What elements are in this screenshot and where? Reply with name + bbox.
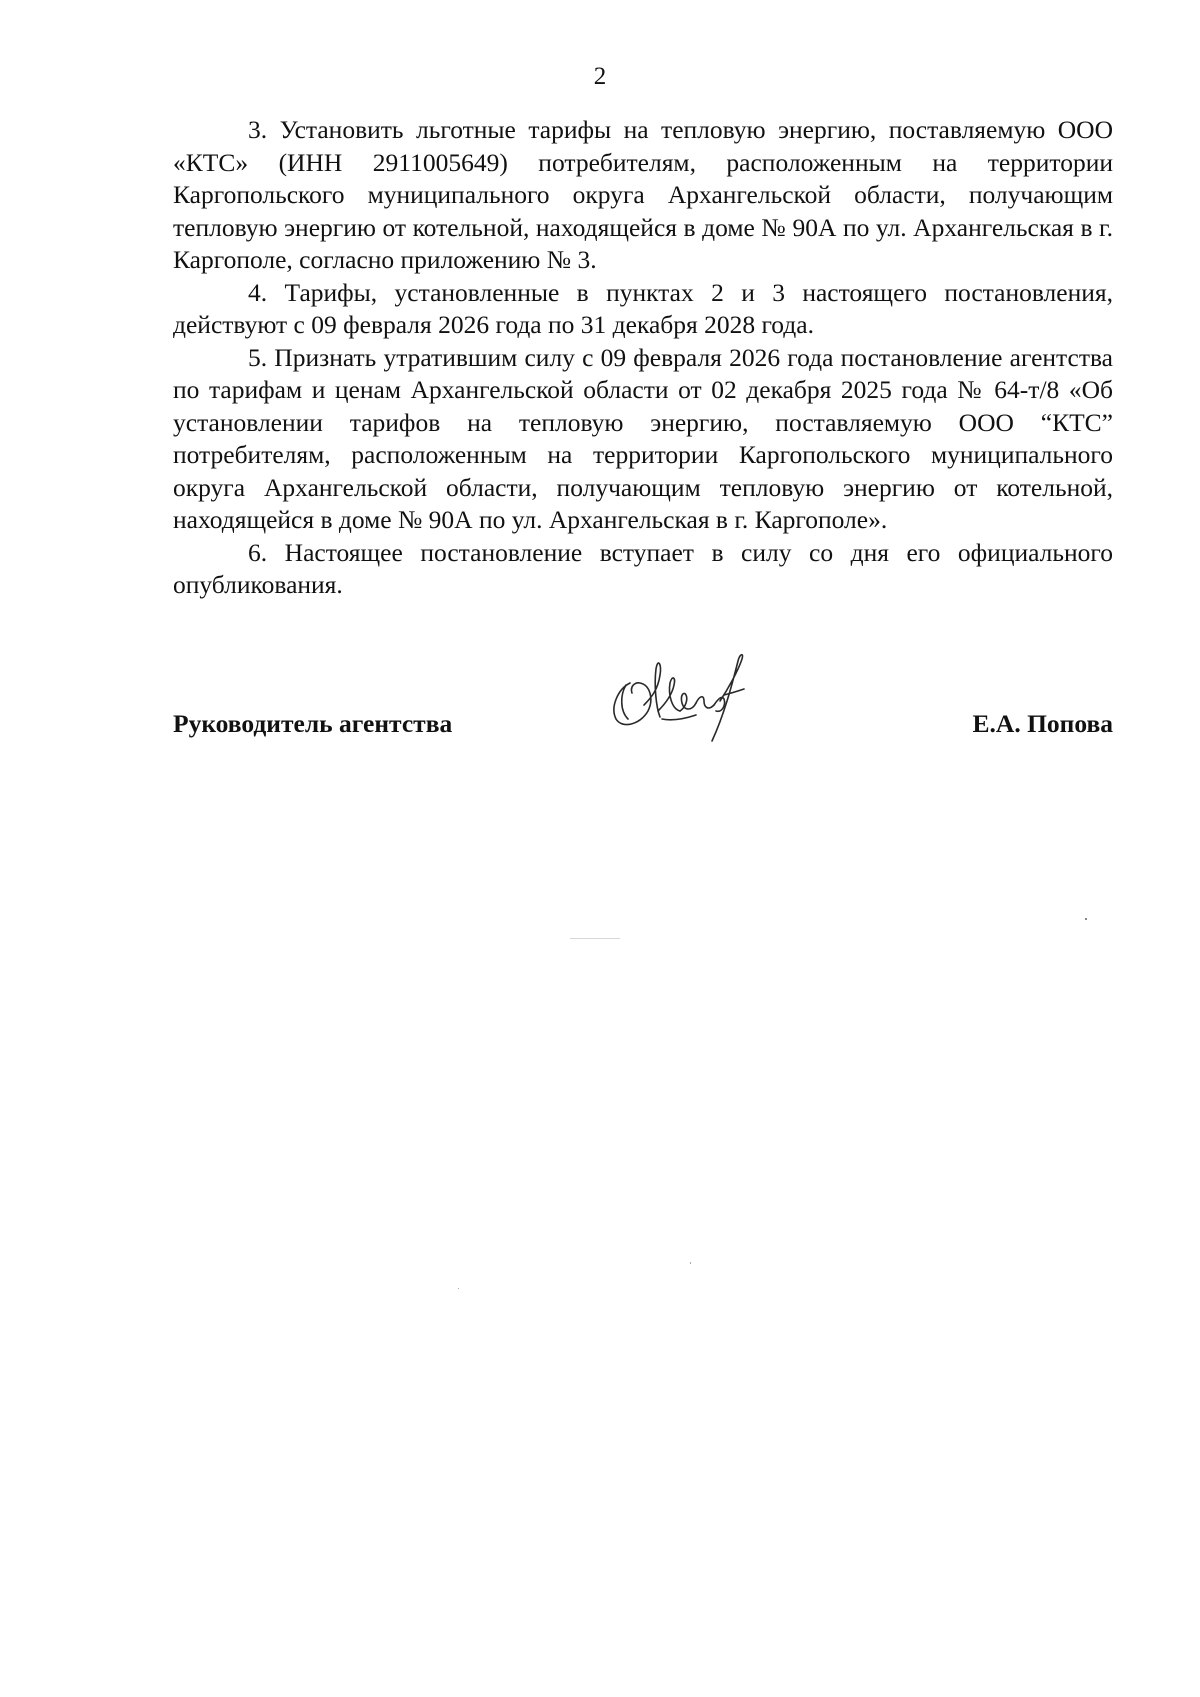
signatory-title: Руководитель агентства (173, 709, 453, 738)
page-number: 2 (593, 63, 607, 90)
signatory-name: Е.А. Попова (972, 709, 1113, 738)
paragraph-6: 6. Настоящее постановление вступает в силу со дня его официального опубликования. (173, 537, 1113, 599)
scan-speck (1085, 918, 1087, 920)
scan-speck (570, 938, 620, 939)
handwritten-signature (600, 645, 800, 755)
paragraph-3: 3. Установить льготные тарифы на тепловую энергию, поставляемую ООО «КТС» (ИНН 2911005649) потребителям, расположенным на территории Каргопольского муниципального округа Архангельской области, получающим тепловую энергию от котельной, находящейся в доме № 90А по ул. Архангельская в г. Каргополе, согласно приложению № 3. (173, 115, 1113, 274)
scan-speck (458, 1288, 459, 1289)
paragraph-4: 4. Тарифы, установленные в пунктах 2 и 3 настоящего постановления, действуют с 09 февраля 2026 года по 31 декабря 2028 года. (173, 277, 1113, 339)
paragraph-5: 5. Признать утратившим силу с 09 февраля 2026 года постановление агентства по тарифам и ценам Архангельской области от 02 декабря 2025 года № 64-т/8 «Об установлении тарифов на тепловую энергию, поставляемую ООО “КТС” потребителям, расположенным на территории Каргопольского муниципального округа Архангельской области, получающим тепловую энергию от котельной, находящейся в доме № 90А по ул. Архангельская в г. Каргополе». (173, 342, 1113, 534)
scan-speck (690, 1262, 691, 1264)
document-body (173, 114, 1113, 602)
